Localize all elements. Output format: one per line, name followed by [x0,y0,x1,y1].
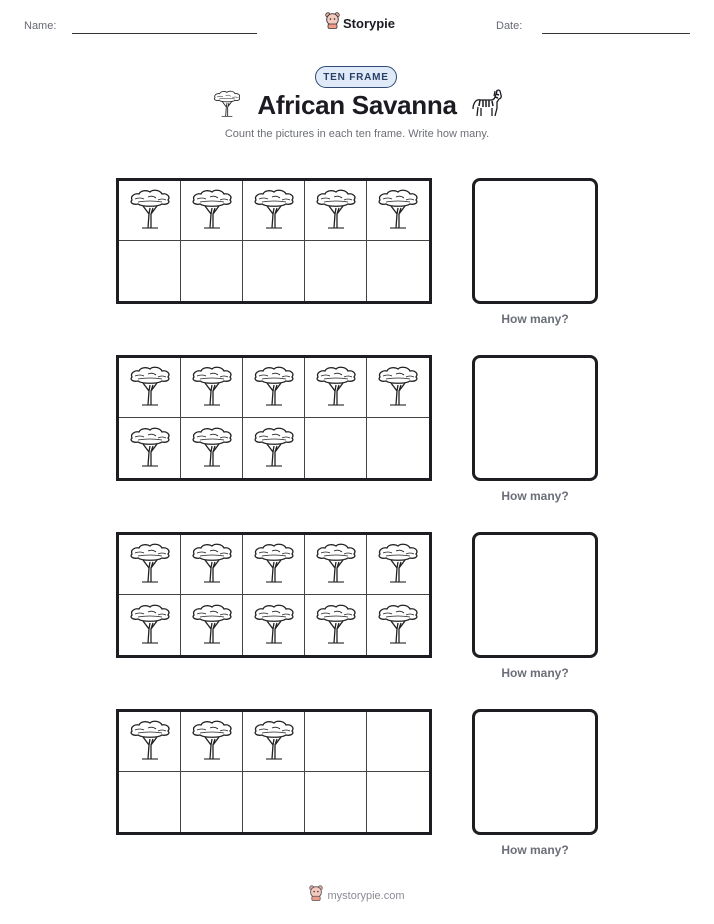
how-many-label: How many? [501,489,569,503]
topic-badge: TEN FRAME [315,66,397,88]
ten-frame-cell [119,535,181,595]
acacia-tree-icon [126,717,174,766]
instructions: Count the pictures in each ten frame. Write how many. [224,128,490,140]
acacia-tree-icon [374,601,422,650]
acacia-tree-icon [126,601,174,650]
ten-frame-cell [181,241,243,301]
ten-frame-cell [367,181,429,241]
ten-frame-cell [181,358,243,418]
answer-box[interactable] [472,178,598,304]
ten-frame [116,532,432,658]
name-label: Name: [24,20,57,32]
acacia-tree-icon [374,540,422,589]
footer-url: mystorypie.com [327,889,405,902]
acacia-tree-icon [250,540,298,589]
ten-frame-cell [243,358,305,418]
ten-frame-cell [367,418,429,478]
acacia-tree-icon [188,717,236,766]
acacia-tree-icon [188,540,236,589]
ten-frame-cell [181,712,243,772]
acacia-tree-icon [126,424,174,473]
acacia-tree-icon [250,186,298,235]
acacia-tree-icon [250,601,298,650]
brand [325,12,395,34]
acacia-tree-icon [188,363,236,412]
acacia-tree-icon [188,424,236,473]
ten-frame-cell [305,181,367,241]
ten-frame-cell [119,181,181,241]
acacia-tree-icon [188,186,236,235]
acacia-tree-icon [126,186,174,235]
ten-frame-cell [305,241,367,301]
how-many-label: How many? [501,843,569,857]
ten-frame-cell [243,712,305,772]
ten-frame-cell [305,418,367,478]
footer [0,885,714,906]
acacia-tree-icon [312,363,360,412]
ten-frame-cell [367,241,429,301]
acacia-tree-icon [250,363,298,412]
acacia-tree-icon [374,186,422,235]
storypie-logo-icon [325,12,340,34]
ten-frame [116,178,432,304]
ten-frame-cell [305,535,367,595]
date-line[interactable] [542,33,690,34]
ten-frame-cell [243,181,305,241]
acacia-tree-icon [211,88,243,123]
ten-frame-cell [119,772,181,832]
date-label: Date: [496,20,523,32]
ten-frame-cell [243,772,305,832]
acacia-tree-icon [188,601,236,650]
how-many-label: How many? [501,666,569,680]
ten-frame-cell [243,241,305,301]
answer-box[interactable] [472,355,598,481]
ten-frame-cell [367,712,429,772]
ten-frame-cell [243,535,305,595]
name-line[interactable] [72,33,257,34]
ten-frame-cell [305,358,367,418]
ten-frame-cell [119,595,181,655]
acacia-tree-icon [312,186,360,235]
ten-frame-cell [243,595,305,655]
how-many-label: How many? [501,312,569,326]
acacia-tree-icon [312,601,360,650]
ten-frame [116,709,432,835]
ten-frame-cell [181,181,243,241]
page-title: African Savanna [257,90,457,120]
answer-box[interactable] [472,532,598,658]
acacia-tree-icon [312,540,360,589]
answer-box[interactable] [472,709,598,835]
storypie-logo-icon [309,885,323,906]
acacia-tree-icon [374,363,422,412]
ten-frame-cell [367,595,429,655]
ten-frame [116,355,432,481]
acacia-tree-icon [250,424,298,473]
ten-frame-cell [305,772,367,832]
acacia-tree-icon [126,363,174,412]
zebra-icon [471,88,503,123]
ten-frame-cell [119,241,181,301]
ten-frame-cell [181,772,243,832]
ten-frame-cell [367,772,429,832]
ten-frame-cell [119,712,181,772]
ten-frame-cell [181,595,243,655]
ten-frame-cell [305,712,367,772]
ten-frame-cell [181,418,243,478]
acacia-tree-icon [126,540,174,589]
ten-frame-cell [367,358,429,418]
ten-frame-cell [305,595,367,655]
acacia-tree-icon [250,717,298,766]
brand-name: Storypie [343,15,396,31]
ten-frame-cell [181,535,243,595]
ten-frame-cell [243,418,305,478]
ten-frame-cell [367,535,429,595]
ten-frame-cell [119,418,181,478]
ten-frame-cell [119,358,181,418]
